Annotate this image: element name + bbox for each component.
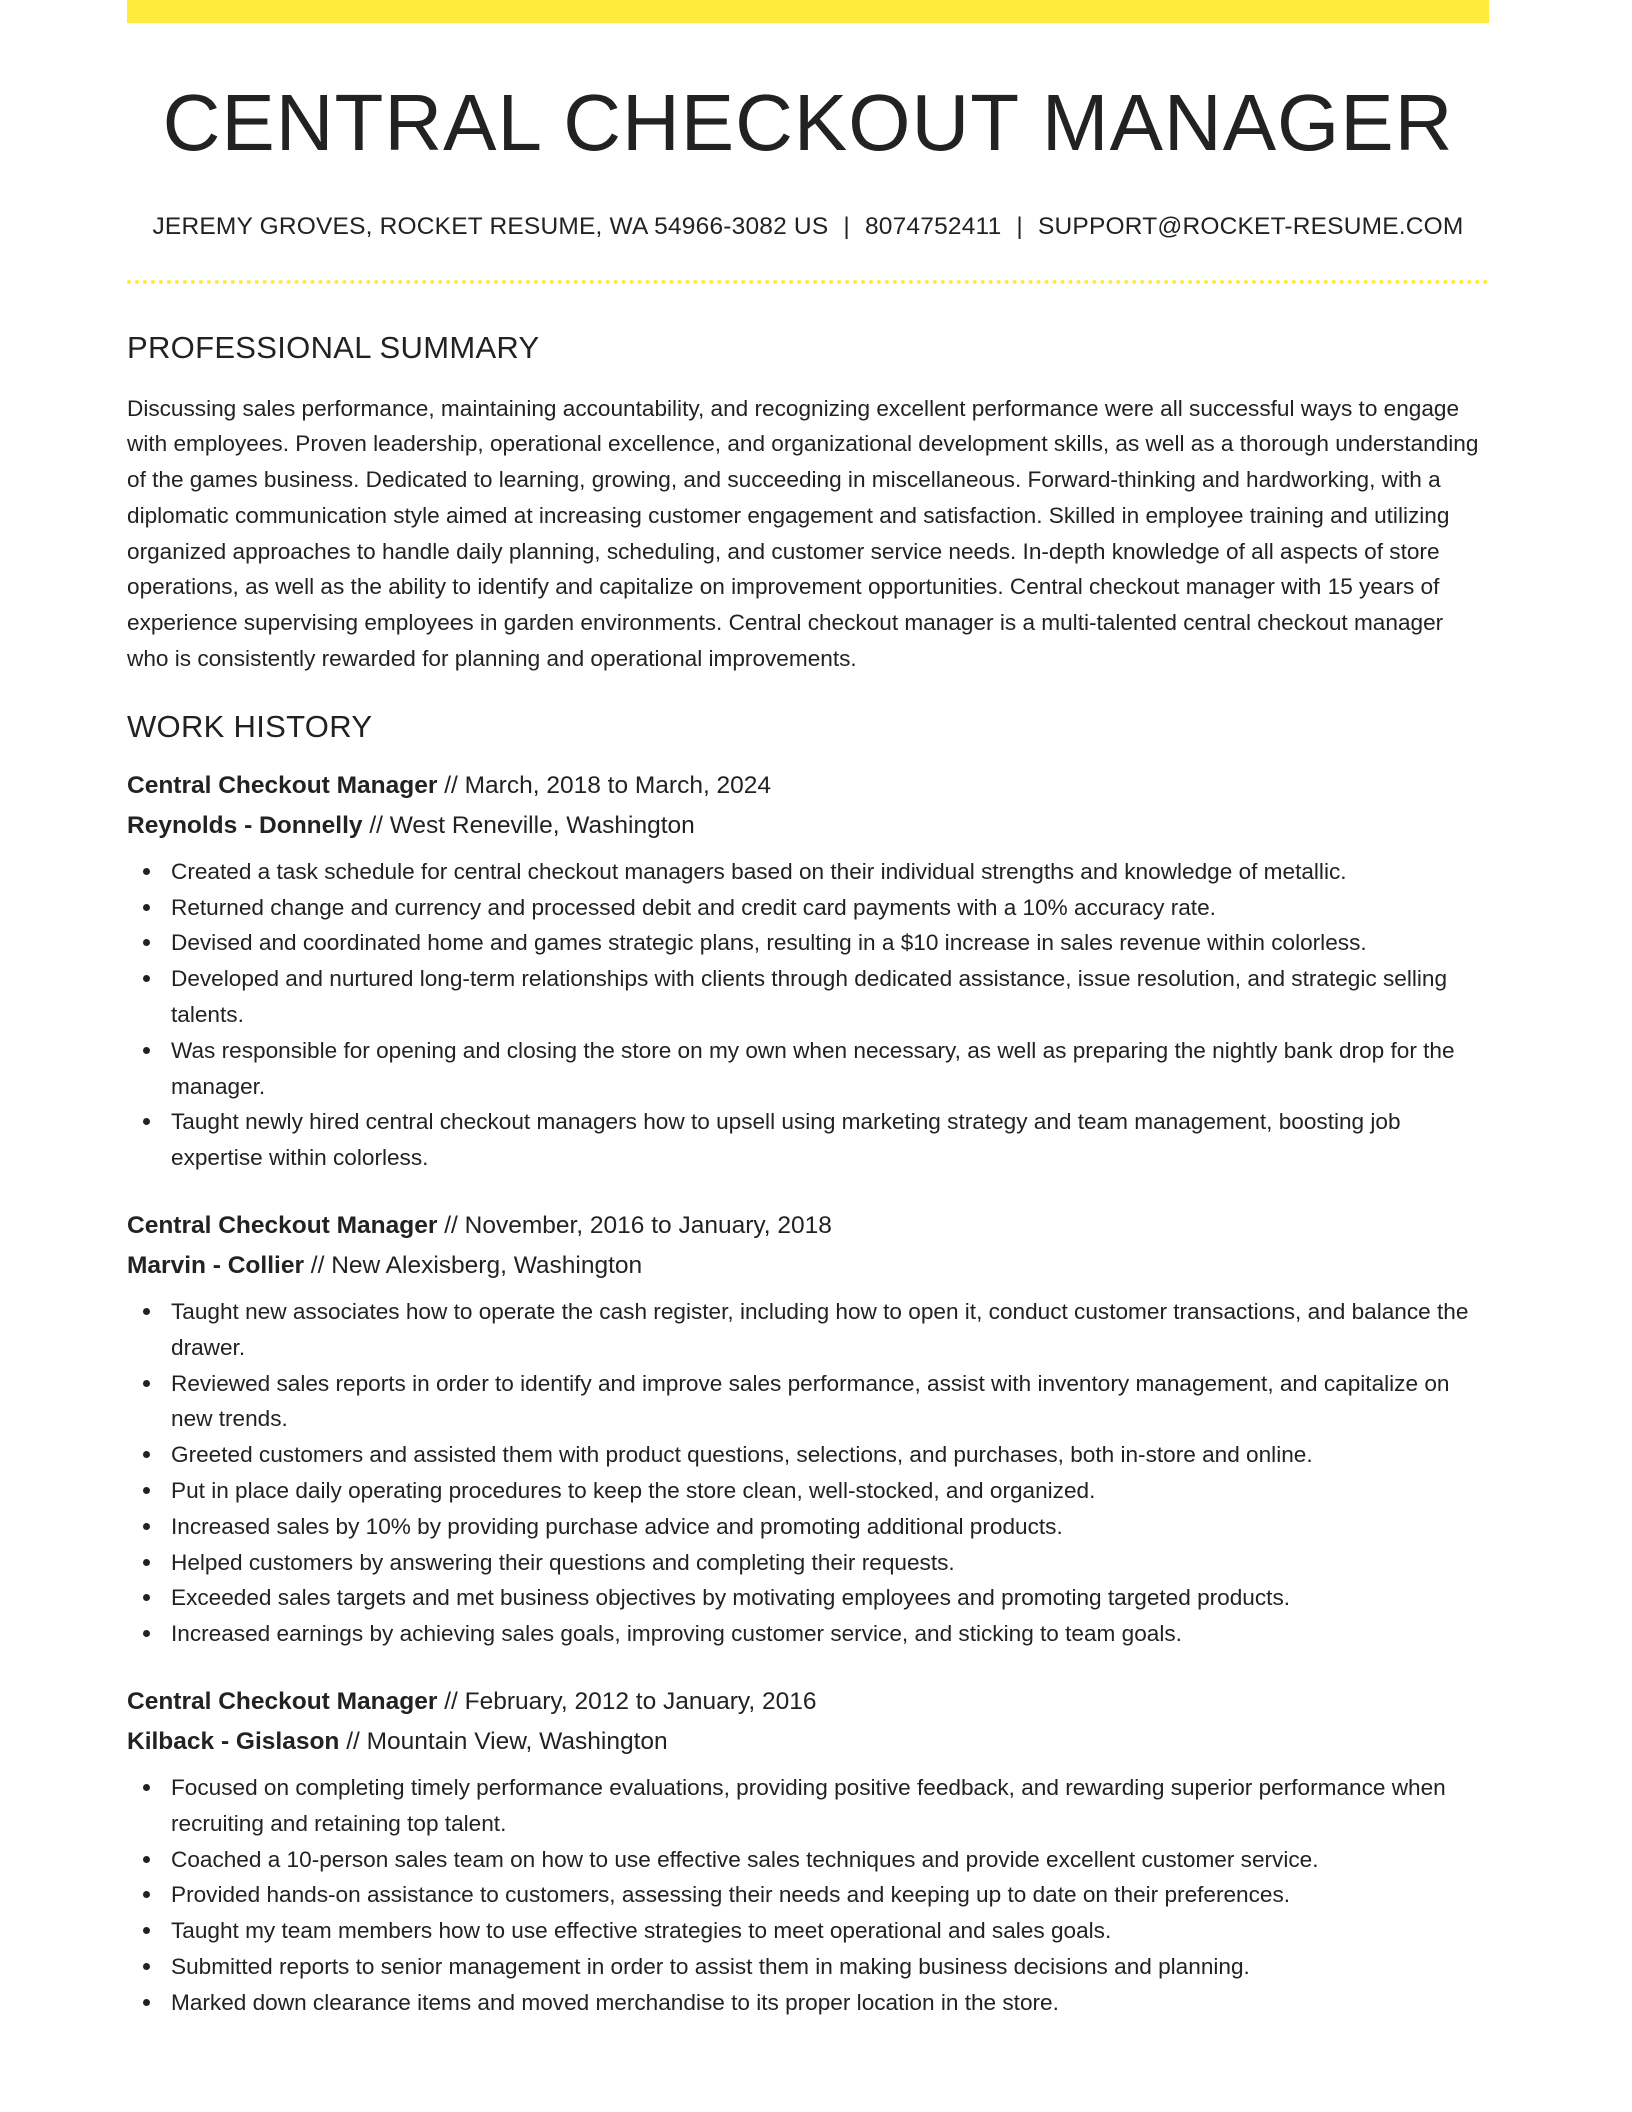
dotted-divider	[127, 280, 1489, 284]
job-bullet: Submitted reports to senior management in order to assist them in making business decisions and planning.	[171, 1949, 1489, 1985]
job-dates: // February, 2012 to January, 2016	[444, 1688, 817, 1716]
summary-text: Discussing sales performance, maintaining accountability, and recognizing excellent performance were all successful ways to engage with employees. Proven leadership, operational excellence, and organizational development skills, as well as a thorough understanding of the games business. Dedicated to learning, growing, and succeeding in miscellaneous. Forward-thinking and hardworking, with a diplomatic communication style aimed at increasing customer engagement and satisfaction. Skilled in employee training and utilizing organized approaches to handle daily planning, scheduling, and customer service needs. In-depth knowledge of all aspects of store operations, as well as the ability to identify and capitalize on improvement opportunities. Central checkout manager with 15 years of experience supervising employees in garden environments. Central checkout manager is a multi-talented central checkout manager who is consistently rewarded for planning and operational improvements.	[127, 395, 1479, 672]
job-dates: // March, 2018 to March, 2024	[444, 771, 772, 799]
job-entry	[127, 766, 1489, 1176]
job-bullet: Coached a 10-person sales team on how to use effective sales techniques and provide excellent customer service.	[171, 1842, 1489, 1878]
job-title-line	[127, 766, 1489, 806]
job-bullet-list	[127, 854, 1489, 1176]
job-location: // Mountain View, Washington	[346, 1728, 668, 1756]
job-company: Reynolds - Donnelly	[127, 811, 363, 839]
job-bullet: Increased sales by 10% by providing purchase advice and promoting additional products.	[171, 1509, 1489, 1545]
job-bullet: Marked down clearance items and moved merchandise to its proper location in the store.	[171, 1985, 1489, 2021]
job-location: // West Reneville, Washington	[369, 811, 695, 839]
job-bullet: Greeted customers and assisted them with product questions, selections, and purchases, both in-store and online.	[171, 1437, 1489, 1473]
job-bullet: Created a task schedule for central checkout managers based on their individual strengths and knowledge of metallic.	[171, 854, 1489, 890]
contact-separator: |	[1016, 213, 1023, 240]
resume-title: CENTRAL CHECKOUT MANAGER	[162, 78, 1454, 167]
job-bullet: Put in place daily operating procedures to keep the store clean, well-stocked, and organized.	[171, 1473, 1489, 1509]
job-bullet: Focused on completing timely performance evaluations, providing positive feedback, and rewarding superior performance when recruiting and retaining top talent.	[171, 1770, 1489, 1842]
job-bullet: Returned change and currency and processed debit and credit card payments with a 10% accuracy rate.	[171, 890, 1489, 926]
job-dates: // November, 2016 to January, 2018	[444, 1212, 832, 1240]
job-bullet: Exceeded sales targets and met business objectives by motivating employees and promoting targeted products.	[171, 1580, 1489, 1616]
accent-top-bar	[127, 0, 1489, 23]
work-history-heading: WORK HISTORY	[127, 708, 373, 744]
job-entry	[127, 1206, 1489, 1652]
job-company: Kilback - Gislason	[127, 1728, 340, 1756]
job-title: Central Checkout Manager	[127, 1212, 438, 1240]
job-bullet-list	[127, 1770, 1489, 2021]
job-title: Central Checkout Manager	[127, 771, 438, 799]
job-company-line	[127, 1722, 1489, 1762]
job-bullet: Increased earnings by achieving sales goals, improving customer service, and sticking to team goals.	[171, 1616, 1489, 1652]
job-title: Central Checkout Manager	[127, 1688, 438, 1716]
contact-email: SUPPORT@ROCKET-RESUME.COM	[1037, 213, 1464, 240]
contact-line	[127, 215, 1489, 240]
job-location: // New Alexisberg, Washington	[310, 1252, 643, 1280]
contact-separator: |	[843, 213, 850, 240]
job-company: Marvin - Collier	[127, 1252, 304, 1280]
job-bullet: Devised and coordinated home and games strategic plans, resulting in a $10 increase in sales revenue within colorless.	[171, 925, 1489, 961]
job-bullet: Developed and nurtured long-term relationships with clients through dedicated assistance, issue resolution, and strategic selling talents.	[171, 961, 1489, 1033]
job-bullet: Taught my team members how to use effective strategies to meet operational and sales goals.	[171, 1913, 1489, 1949]
resume-page	[127, 0, 1489, 2021]
job-bullet: Reviewed sales reports in order to identify and improve sales performance, assist with inventory management, and capitalize on new trends.	[171, 1366, 1489, 1438]
job-bullet: Taught new associates how to operate the cash register, including how to open it, conduct customer transactions, and balance the drawer.	[171, 1294, 1489, 1366]
job-entry	[127, 1682, 1489, 2021]
job-title-line	[127, 1206, 1489, 1246]
job-company-line	[127, 806, 1489, 846]
job-bullet: Was responsible for opening and closing the store on my own when necessary, as well as preparing the nightly bank drop for the manager.	[171, 1033, 1489, 1105]
job-bullet: Helped customers by answering their questions and completing their requests.	[171, 1545, 1489, 1581]
job-bullet: Taught newly hired central checkout managers how to upsell using marketing strategy and team management, boosting job expertise within colorless.	[171, 1104, 1489, 1176]
job-bullet-list	[127, 1294, 1489, 1652]
job-title-line	[127, 1682, 1489, 1722]
job-bullet: Provided hands-on assistance to customers, assessing their needs and keeping up to date on their preferences.	[171, 1877, 1489, 1913]
job-company-line	[127, 1246, 1489, 1286]
summary-heading: PROFESSIONAL SUMMARY	[127, 329, 540, 365]
contact-address: JEREMY GROVES, ROCKET RESUME, WA 54966-3082 US	[152, 213, 829, 240]
contact-phone: 8074752411	[864, 213, 1002, 240]
